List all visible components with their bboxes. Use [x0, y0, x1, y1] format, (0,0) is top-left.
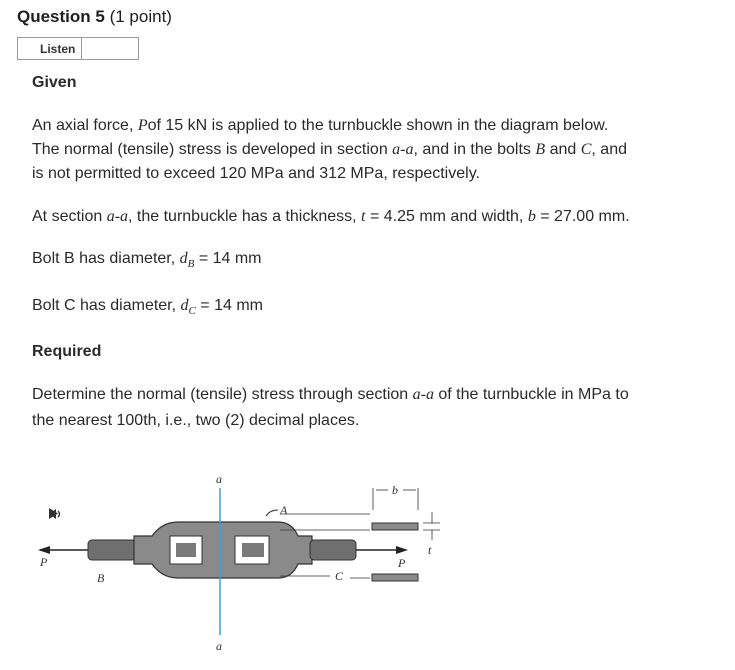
cross-section-bottom [372, 574, 418, 581]
question-number: Question 5 [17, 7, 105, 26]
thread-left [176, 543, 196, 557]
bolt-c-diameter: Bolt C has diameter, $d_C = 14$ mm [32, 297, 263, 318]
label-a-frame: A [280, 503, 288, 517]
label-b-width: b [392, 483, 398, 497]
required-heading: Required [32, 343, 102, 360]
listen-button[interactable] [18, 38, 82, 59]
label-p-right: P [398, 556, 406, 570]
required-paragraph: Determine the normal (tensile) stress through section a-a of the turnbuckle in MPa to the nearest 100th, i.e., two (2) decimal places. [32, 386, 629, 429]
turnbuckle-body [134, 522, 312, 578]
listen-label: Listen [40, 41, 76, 56]
arrow-head-left [38, 546, 50, 554]
bolt-b [88, 540, 136, 560]
cross-section-top [372, 523, 418, 530]
given-heading: Given [32, 74, 77, 91]
label-t-thickness: t [428, 543, 432, 557]
given-paragraph-1: An axial force, Pof 15 kN is applied to the turnbuckle shown in the diagram below. The normal (tensile) stress is developed in section a-a, and in the bolts B and C, and is not permitted to exceed 120 MPa and 312 MPa, respectively. [32, 117, 627, 182]
given-paragraph-2: At section a-a, the turnbuckle has a thickness, t = 4.25 mm and width, b = 27.00 mm. [32, 208, 630, 225]
bolt-b-diameter: Bolt B has diameter, $d_B = 14$ mm [32, 250, 262, 271]
question-title [17, 7, 172, 27]
bolt-c [310, 540, 356, 560]
play-button[interactable] [82, 38, 114, 59]
label-b-bolt: B [97, 571, 105, 585]
question-points: (1 point) [109, 7, 172, 26]
arrow-head-right [396, 546, 408, 554]
listen-widget [17, 37, 139, 60]
turnbuckle-diagram [30, 470, 450, 655]
thread-right [242, 543, 264, 557]
label-a-bottom: a [216, 639, 222, 653]
label-p-left: P [40, 555, 48, 569]
label-a-top: a [216, 472, 222, 486]
label-c-bolt: C [335, 569, 344, 583]
